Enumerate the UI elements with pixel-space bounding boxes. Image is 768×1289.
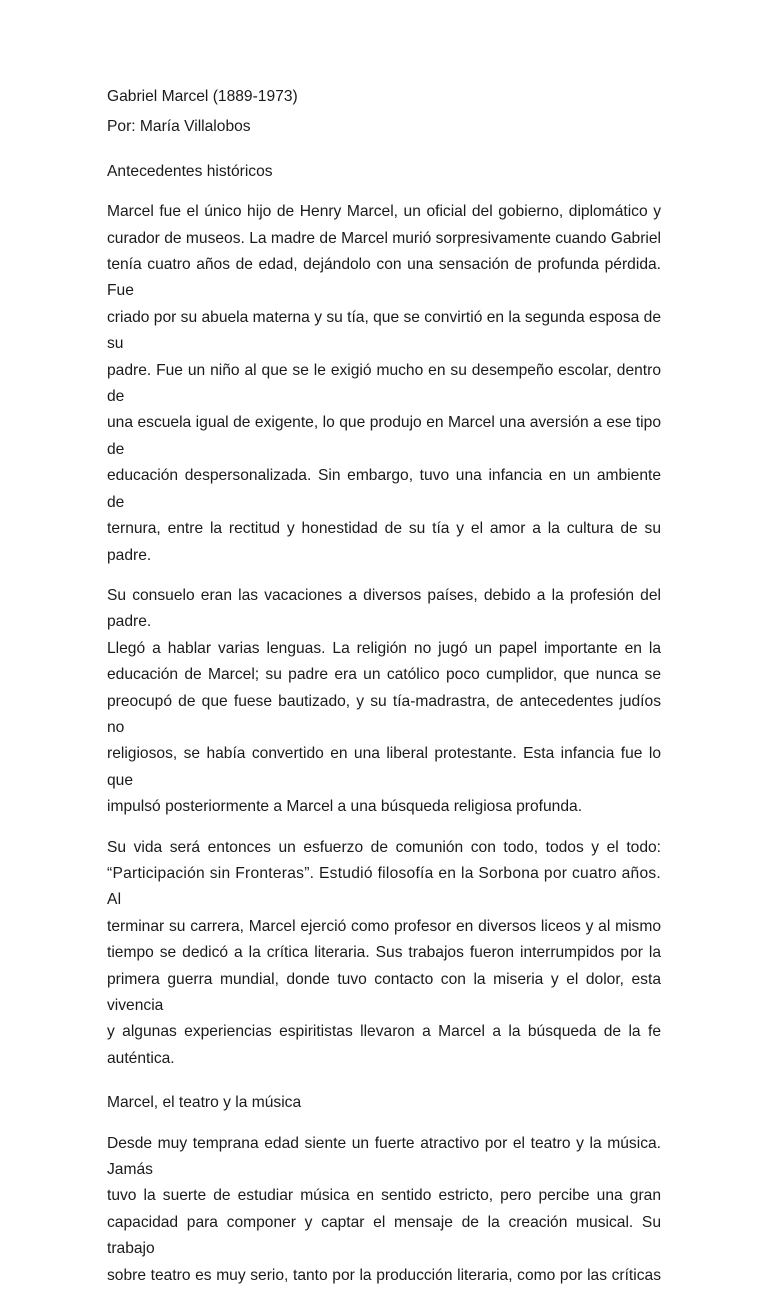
paragraph-line: auténtica. — [107, 1049, 175, 1067]
paragraph-line: primera guerra mundial, donde tuvo contacto con la miseria y el dolor, esta vivencia — [107, 970, 661, 1014]
paragraph-line: tuvo la suerte de estudiar música en sentido estricto, pero percibe una gran — [107, 1187, 661, 1205]
paragraph-line: curador de museos. La madre de Marcel murió sorpresivamente cuando Gabriel — [107, 229, 661, 247]
paragraph-line: una escuela igual de exigente, lo que produjo en Marcel una aversión a ese tipo de — [107, 414, 661, 458]
paragraph-line: padre. Fue un niño al que se le exigió mucho en su desempeño escolar, dentro de — [107, 361, 661, 406]
paragraph-line: tenía cuatro años de edad, dejándolo con una sensación de profunda pérdida. Fue — [107, 256, 661, 300]
paragraph-line: capacidad para componer y captar el mensaje de la creación musical. Su trabajo — [107, 1213, 661, 1258]
paragraph-line: Llegó a hablar varias lenguas. La religión no jugó un papel importante en la — [107, 639, 661, 657]
paragraph-line: Desde muy temprana edad siente un fuerte atractivo por el teatro y la música. Jamás — [107, 1134, 661, 1179]
paragraph-3 — [107, 835, 661, 1073]
paragraph-line: sobre teatro es muy serio, tanto por la producción literaria, como por las críticas — [107, 1266, 661, 1284]
paragraph-line: Su vida será entonces un esfuerzo de comunión con todo, todos y el todo: — [107, 838, 661, 856]
paragraph-line: tiempo se dedicó a la crítica literaria. Sus trabajos fueron interrumpidos por la — [107, 944, 661, 962]
document-page — [107, 84, 661, 1289]
section-heading-teatro-musica: Marcel, el teatro y la música — [107, 1094, 302, 1112]
paragraph-line: educación de Marcel; su padre era un católico poco cumplidor, que nunca se — [107, 666, 661, 684]
paragraph-4 — [107, 1131, 661, 1289]
paragraph-line: “Participación sin Fronteras”. Estudió filosofía en la Sorbona por cuatro años. Al — [107, 864, 661, 909]
paragraph-line: impulsó posteriormente a Marcel a una búsqueda religiosa profunda. — [107, 798, 583, 816]
paragraph-line: criado por su abuela materna y su tía, que se convirtió en la segunda esposa de su — [107, 308, 661, 353]
paragraph-line: Marcel fue el único hijo de Henry Marcel, un oficial del gobierno, diplomático y — [107, 203, 661, 221]
paragraph-line: preocupó de que fuese bautizado, y su tía-madrastra, de antecedentes judíos no — [107, 692, 661, 736]
paragraph-line: religiosos, se había convertido en una liberal protestante. Esta infancia fue lo que — [107, 745, 661, 789]
section-heading-antecedentes: Antecedentes históricos — [107, 162, 273, 180]
paragraph-line: terminar su carrera, Marcel ejerció como profesor en diversos liceos y al mismo — [107, 917, 661, 935]
paragraph-line: Su consuelo eran las vacaciones a diversos países, debido a la profesión del padre. — [107, 586, 661, 631]
document-title: Gabriel Marcel (1889-1973) — [107, 88, 298, 105]
paragraph-line: ternura, entre la rectitud y honestidad de su tía y el amor a la cultura de su padre. — [107, 520, 661, 564]
paragraph-line: y algunas experiencias espiritistas llevaron a Marcel a la búsqueda de la fe — [107, 1023, 661, 1041]
paragraph-2 — [107, 583, 661, 821]
paragraph-line: educación despersonalizada. Sin embargo, tuvo una infancia en un ambiente de — [107, 467, 661, 511]
paragraph-1 — [107, 199, 661, 569]
document-author: Por: María Villalobos — [107, 118, 251, 136]
